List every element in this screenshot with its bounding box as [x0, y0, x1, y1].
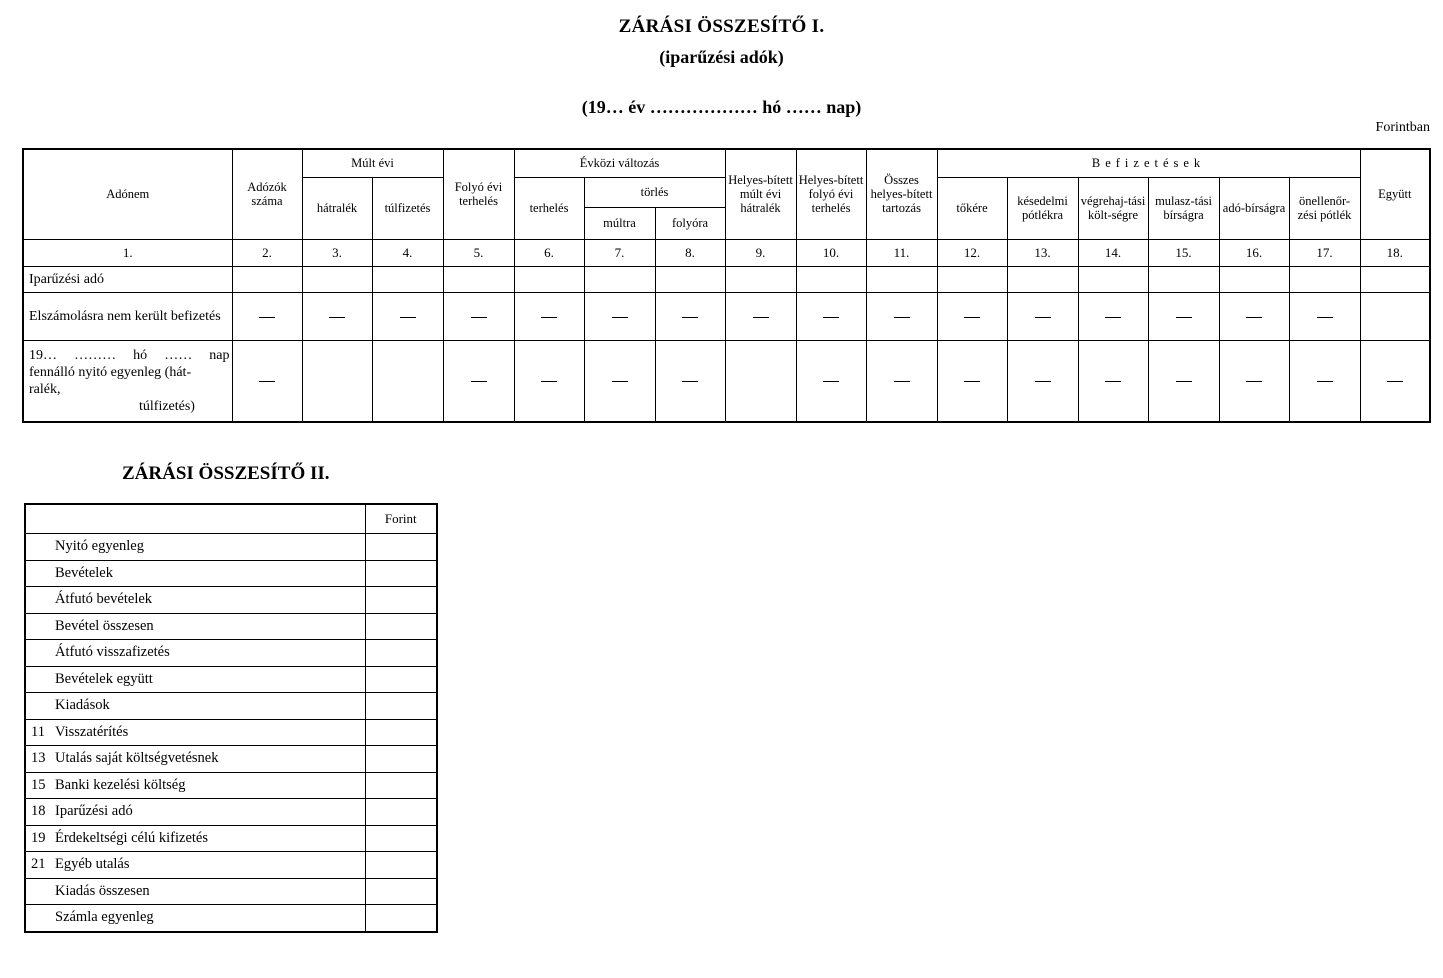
amount-cell[interactable] [365, 587, 437, 614]
empty-dash-cell [1078, 340, 1148, 422]
table-cell[interactable] [514, 266, 584, 292]
header-folyo-evi-terheles: Folyó évi terhelés [443, 149, 514, 239]
table-row [25, 799, 437, 826]
header-adozok-szama: Adózók száma [232, 149, 302, 239]
empty-dash-cell [866, 292, 937, 340]
row-label: Iparűzési adó [55, 799, 365, 826]
amount-cell[interactable] [365, 772, 437, 799]
amount-cell[interactable] [365, 799, 437, 826]
table-cell[interactable] [796, 266, 866, 292]
header-kesedelmi: késedelmi pótlékra [1007, 177, 1078, 239]
table-row [25, 905, 437, 932]
row-code [25, 905, 55, 932]
amount-cell[interactable] [365, 905, 437, 932]
table-cell[interactable] [302, 340, 372, 422]
table-cell[interactable] [1219, 266, 1289, 292]
table-row [25, 878, 437, 905]
header-multra: múltra [584, 207, 655, 239]
row-label-line: ralék, [29, 381, 61, 397]
empty-dash-cell [443, 340, 514, 422]
row-label-line: fennálló nyitó egyenleg (hát- [29, 364, 192, 380]
col-number: 8. [655, 239, 725, 266]
col-number: 10. [796, 239, 866, 266]
table-row [25, 825, 437, 852]
amount-cell[interactable] [365, 640, 437, 667]
row-label: Átfutó visszafizetés [55, 640, 365, 667]
empty-dash-cell [1219, 292, 1289, 340]
header-helyesbitett-folyo: Helyes-bített folyó évi terhelés [796, 149, 866, 239]
table-cell[interactable] [866, 266, 937, 292]
empty-dash-cell [937, 292, 1007, 340]
amount-cell[interactable] [365, 613, 437, 640]
empty-dash-cell [796, 340, 866, 422]
col-number: 16. [1219, 239, 1289, 266]
table-cell[interactable] [372, 266, 443, 292]
row-label: Egyéb utalás [55, 852, 365, 879]
table-cell[interactable] [1360, 292, 1430, 340]
row-code [25, 878, 55, 905]
col-number: 2. [232, 239, 302, 266]
row-label: Kiadás összesen [55, 878, 365, 905]
table-row [25, 852, 437, 879]
empty-dash-cell [655, 340, 725, 422]
col-number: 1. [23, 239, 232, 266]
amount-cell[interactable] [365, 693, 437, 720]
empty-dash-cell [1148, 340, 1219, 422]
document-subtitle: (iparűzési adók) [659, 47, 784, 67]
empty-dash-cell [1289, 340, 1360, 422]
amount-cell[interactable] [365, 560, 437, 587]
col-number: 11. [866, 239, 937, 266]
table-cell[interactable] [1007, 266, 1078, 292]
table-cell[interactable] [584, 266, 655, 292]
empty-dash-cell [1078, 292, 1148, 340]
col-number: 7. [584, 239, 655, 266]
table-row [25, 613, 437, 640]
col-number: 13. [1007, 239, 1078, 266]
row-label: Bevételek [55, 560, 365, 587]
empty-dash-cell [1007, 292, 1078, 340]
col-number: 12. [937, 239, 1007, 266]
table-cell[interactable] [1148, 266, 1219, 292]
header-mulasztasi: mulasz-tási bírságra [1148, 177, 1219, 239]
unit-label: Forintban [1375, 120, 1430, 135]
header-folyora: folyóra [655, 207, 725, 239]
header-osszes-helyesbitett: Összes helyes-bített tartozás [866, 149, 937, 239]
empty-dash-cell [1219, 340, 1289, 422]
table-row [23, 266, 1430, 292]
col-number: 5. [443, 239, 514, 266]
table-cell[interactable] [1289, 266, 1360, 292]
table-row [25, 666, 437, 693]
row-code [25, 613, 55, 640]
header-onellenorzesi: önellenőr-zési pótlék [1289, 177, 1360, 239]
col-number: 15. [1148, 239, 1219, 266]
col-number: 18. [1360, 239, 1430, 266]
amount-cell[interactable] [365, 746, 437, 773]
table-row [25, 534, 437, 561]
table-cell[interactable] [1078, 266, 1148, 292]
row-label: Érdekeltségi célú kifizetés [55, 825, 365, 852]
row-code [25, 693, 55, 720]
header-evkozi-valtozas: Évközi változás [514, 149, 725, 177]
empty-dash-cell [725, 292, 796, 340]
table-cell[interactable] [1360, 266, 1430, 292]
empty-dash-cell [1289, 292, 1360, 340]
row-label: Banki kezelési költség [55, 772, 365, 799]
row-label: Nyitó egyenleg [55, 534, 365, 561]
table-row [23, 340, 1430, 422]
header-tulfizetes: túlfizetés [372, 177, 443, 239]
empty-dash-cell [514, 292, 584, 340]
header-amount: Forint [365, 504, 437, 534]
row-label: Visszatérítés [55, 719, 365, 746]
amount-cell[interactable] [365, 852, 437, 879]
table-row [25, 640, 437, 667]
empty-dash-cell [232, 292, 302, 340]
table-row [25, 587, 437, 614]
row-code [25, 640, 55, 667]
summary-table-2 [24, 503, 438, 933]
empty-dash-cell [796, 292, 866, 340]
table-row [25, 746, 437, 773]
header-torles: törlés [584, 177, 725, 207]
empty-dash-cell [866, 340, 937, 422]
table-cell[interactable] [655, 266, 725, 292]
row-label: Utalás saját költségvetésnek [55, 746, 365, 773]
amount-cell[interactable] [365, 666, 437, 693]
table-row [25, 719, 437, 746]
table-row [23, 292, 1430, 340]
row-code: 15 [25, 772, 55, 799]
row-code [25, 666, 55, 693]
row-code [25, 560, 55, 587]
amount-cell[interactable] [365, 878, 437, 905]
table-cell[interactable] [372, 340, 443, 422]
row-label: Elszámolásra nem került befizetés [23, 292, 232, 340]
table-cell[interactable] [232, 266, 302, 292]
row-label: Számla egyenleg [55, 905, 365, 932]
row-label-line: 19… ……… hó …… nap [29, 347, 230, 363]
header-tokere: tőkére [937, 177, 1007, 239]
row-label: Bevétel összesen [55, 613, 365, 640]
empty-dash-cell [232, 340, 302, 422]
empty-dash-cell [1360, 340, 1430, 422]
row-label: Átfutó bevételek [55, 587, 365, 614]
header-helyesbitett-mult: Helyes-bített múlt évi hátralék [725, 149, 796, 239]
col-number: 4. [372, 239, 443, 266]
row-label: Iparűzési adó [23, 266, 232, 292]
amount-cell[interactable] [365, 534, 437, 561]
table-row [25, 772, 437, 799]
row-label: Kiadások [55, 693, 365, 720]
header-hatralek: hátralék [302, 177, 372, 239]
summary-table-1 [22, 148, 1431, 423]
col-number: 14. [1078, 239, 1148, 266]
table-cell[interactable] [725, 266, 796, 292]
row-label [23, 340, 232, 422]
header-adobirsagra: adó-bírságra [1219, 177, 1289, 239]
header-befizetesek: Befizetések [937, 149, 1360, 177]
header-terheles: terhelés [514, 177, 584, 239]
empty-dash-cell [655, 292, 725, 340]
row-label-line: túlfizetés) [139, 398, 195, 414]
empty-dash-cell [372, 292, 443, 340]
row-code: 18 [25, 799, 55, 826]
table-cell[interactable] [725, 340, 796, 422]
empty-dash-cell [937, 340, 1007, 422]
row-code: 11 [25, 719, 55, 746]
table-cell[interactable] [937, 266, 1007, 292]
row-code [25, 534, 55, 561]
empty-dash-cell [443, 292, 514, 340]
table-row [25, 560, 437, 587]
document-title: ZÁRÁSI ÖSSZESÍTŐ I. [618, 16, 825, 37]
empty-dash-cell [584, 292, 655, 340]
row-code: 21 [25, 852, 55, 879]
amount-cell[interactable] [365, 825, 437, 852]
col-number: 17. [1289, 239, 1360, 266]
table-cell[interactable] [302, 266, 372, 292]
header-blank [25, 504, 365, 534]
row-code [25, 587, 55, 614]
col-number: 6. [514, 239, 584, 266]
empty-dash-cell [584, 340, 655, 422]
col-number: 9. [725, 239, 796, 266]
header-mult-evi: Múlt évi [302, 149, 443, 177]
header-adonem: Adónem [23, 149, 232, 239]
col-number: 3. [302, 239, 372, 266]
empty-dash-cell [1148, 292, 1219, 340]
empty-dash-cell [514, 340, 584, 422]
amount-cell[interactable] [365, 719, 437, 746]
empty-dash-cell [302, 292, 372, 340]
header-vegrehajtasi: végrehaj-tási költ-ségre [1078, 177, 1148, 239]
section-title-2: ZÁRÁSI ÖSSZESÍTŐ II. [122, 463, 330, 484]
empty-dash-cell [1007, 340, 1078, 422]
row-code: 19 [25, 825, 55, 852]
table-cell[interactable] [443, 266, 514, 292]
table-row [25, 693, 437, 720]
date-line: (19… év ……………… hó …… nap) [581, 97, 862, 117]
row-code: 13 [25, 746, 55, 773]
row-label: Bevételek együtt [55, 666, 365, 693]
header-egyutt: Együtt [1360, 149, 1430, 239]
